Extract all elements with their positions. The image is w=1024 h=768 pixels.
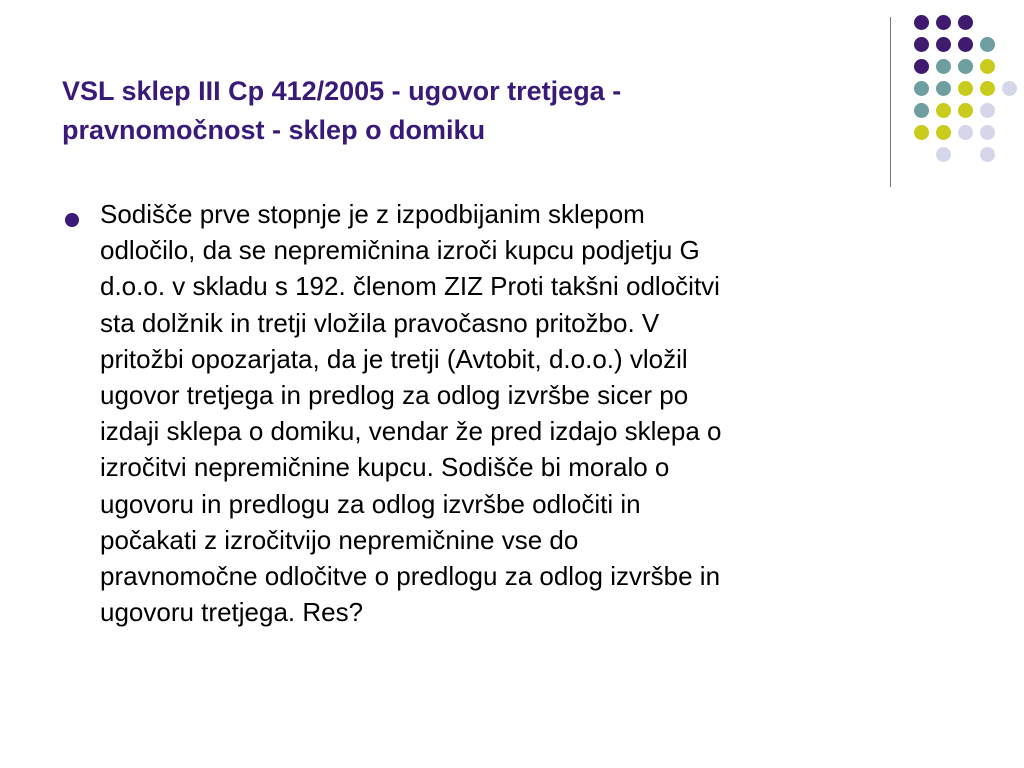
decorative-dot-lavender <box>1002 81 1017 96</box>
decorative-dot-olive <box>980 81 995 96</box>
title-divider-line <box>890 17 891 187</box>
decorative-dot-teal <box>914 81 929 96</box>
slide-title-line-1: VSL sklep III Cp 412/2005 - ugovor tretjega - <box>62 76 622 106</box>
decorative-dot-olive <box>936 125 951 140</box>
bullet-line-7: izdaji sklepa o domiku, vendar že pred izdajo sklepa o <box>100 416 722 447</box>
bullet-line-11: pravnomočne odločitve o predlogu za odlog izvršbe in <box>100 561 721 592</box>
decorative-dot-lavender <box>980 147 995 162</box>
bullet-item <box>62 196 962 630</box>
bullet-line-12: ugovoru tretjega. Res? <box>100 597 364 628</box>
decorative-dot-purple <box>958 15 973 30</box>
bullet-line-8: izročitvi nepremičnine kupcu. Sodišče bi moralo o <box>100 452 670 483</box>
decorative-dot-olive <box>914 125 929 140</box>
bullet-line-2: odločilo, da se nepremičnina izroči kupcu podjetju G <box>100 235 700 266</box>
decorative-dot-purple <box>958 37 973 52</box>
bullet-line-4: sta dolžnik in tretji vložila pravočasno pritožbo. V <box>100 307 660 338</box>
decorative-dot-lavender <box>958 125 973 140</box>
decorative-dot-purple <box>914 59 929 74</box>
bullet-dot-icon <box>65 213 79 227</box>
decorative-dot-olive <box>936 103 951 118</box>
slide-title <box>62 72 852 150</box>
bullet-line-3: d.o.o. v skladu s 192. členom ZIZ Proti takšni odločitvi <box>100 271 720 302</box>
decorative-dot-olive <box>980 59 995 74</box>
decorative-dot-lavender <box>980 103 995 118</box>
decorative-dot-teal <box>914 103 929 118</box>
decorative-dot-teal <box>936 59 951 74</box>
decorative-dot-purple <box>936 15 951 30</box>
decorative-dot-purple <box>936 37 951 52</box>
decorative-dot-purple <box>914 15 929 30</box>
decorative-dot-lavender <box>980 125 995 140</box>
bullet-line-1: Sodišče prve stopnje je z izpodbijanim sklepom <box>100 199 645 229</box>
decorative-dot-teal <box>980 37 995 52</box>
decorative-dot-olive <box>958 103 973 118</box>
decorative-dot-teal <box>936 81 951 96</box>
bullet-line-5: pritožbi opozarjata, da je tretji (Avtobit, d.o.o.) vložil <box>100 343 688 374</box>
slide-title-line-2: pravnomočnost - sklep o domiku <box>62 115 486 145</box>
decorative-dot-purple <box>914 37 929 52</box>
decorative-dot-lavender <box>936 147 951 162</box>
bullet-line-9: ugovoru in predlogu za odlog izvršbe odločiti in <box>100 488 641 519</box>
bullet-list <box>62 196 962 630</box>
bullet-text <box>100 196 962 630</box>
decorative-dot-olive <box>958 81 973 96</box>
bullet-line-10: počakati z izročitvijo nepremičnine vse do <box>100 524 579 555</box>
bullet-line-6: ugovor tretjega in predlog za odlog izvršbe sicer po <box>100 380 689 411</box>
decorative-dot-teal <box>958 59 973 74</box>
